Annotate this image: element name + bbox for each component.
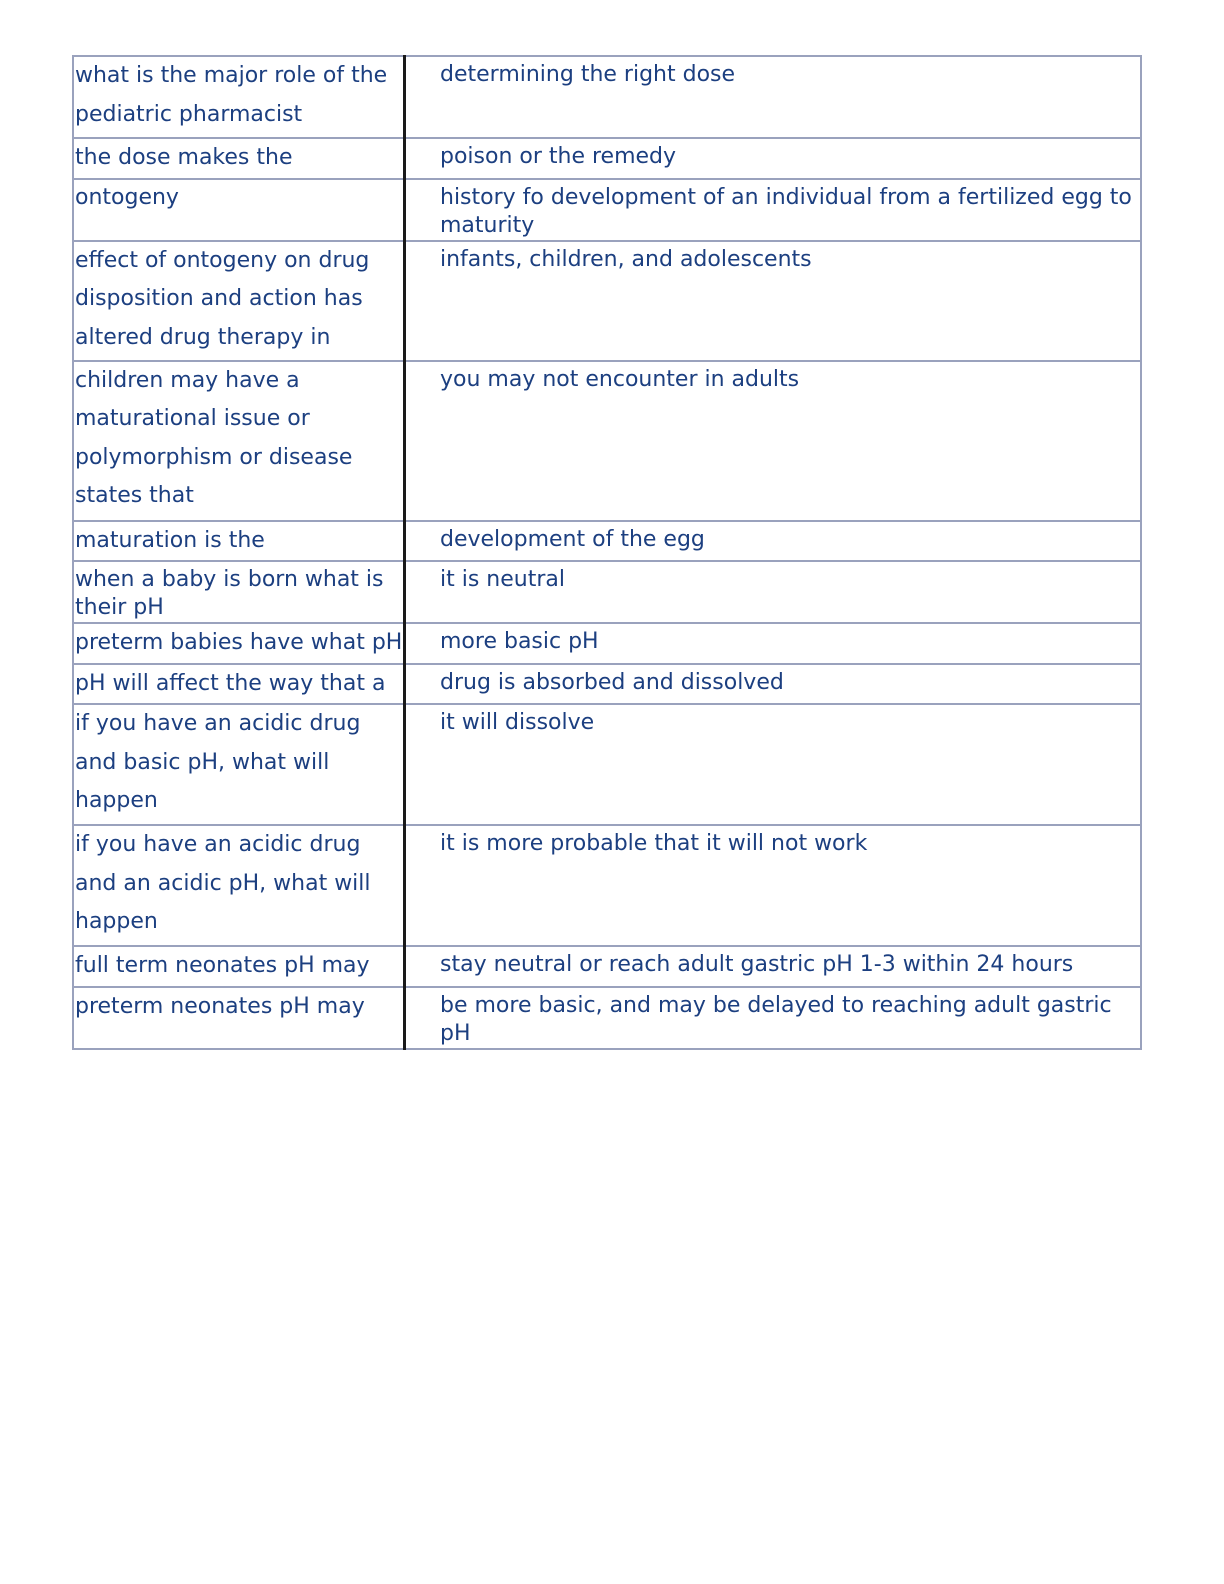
- term-cell: [73, 623, 405, 664]
- definition-text: infants, children, and adolescents: [440, 246, 812, 272]
- definition-cell: [405, 56, 1142, 138]
- table-row: [73, 241, 1141, 361]
- term-cell: [73, 241, 405, 361]
- definition-text: stay neutral or reach adult gastric pH 1-3 within 24 hours: [440, 952, 1074, 977]
- term-cell: [73, 521, 405, 562]
- definition-cell: [405, 946, 1142, 987]
- term-cell: [73, 361, 405, 521]
- definition-cell: [405, 138, 1142, 179]
- table-row: [73, 704, 1141, 825]
- term-text: children may have a maturational issue or polymorphism or disease states that: [75, 367, 353, 508]
- term-text: what is the major role of the pediatric pharmacist: [75, 63, 388, 127]
- definition-text: it is neutral: [440, 567, 565, 592]
- table-row: [73, 664, 1141, 705]
- table-row: [73, 361, 1141, 521]
- term-cell: [73, 561, 405, 623]
- table-row: [73, 946, 1141, 987]
- term-cell: [73, 946, 405, 987]
- term-cell: [73, 825, 405, 946]
- term-text: ontogeny: [75, 184, 179, 210]
- definition-text: drug is absorbed and dissolved: [440, 669, 784, 695]
- definition-cell: [405, 664, 1142, 705]
- term-cell: [73, 987, 405, 1049]
- term-cell: [73, 56, 405, 138]
- term-cell: [73, 664, 405, 705]
- definition-cell: [405, 241, 1142, 361]
- definition-text: you may not encounter in adults: [440, 366, 800, 392]
- term-cell: [73, 138, 405, 179]
- term-text: the dose makes the: [75, 145, 293, 170]
- definition-text: it will dissolve: [440, 710, 595, 735]
- definition-cell: [405, 704, 1142, 825]
- flashcard-table: [72, 55, 1142, 1050]
- table-row: [73, 825, 1141, 946]
- definition-text: more basic pH: [440, 629, 599, 654]
- definition-cell: [405, 179, 1142, 241]
- table-row: [73, 561, 1141, 623]
- term-cell: [73, 179, 405, 241]
- term-text: if you have an acidic drug and basic pH, what will happen: [75, 711, 361, 813]
- definition-text: development of the egg: [440, 526, 705, 552]
- term-text: pH will affect the way that a: [75, 670, 386, 696]
- table-row: [73, 179, 1141, 241]
- term-text: maturation is the: [75, 527, 265, 553]
- table-row: [73, 623, 1141, 664]
- definition-cell: [405, 825, 1142, 946]
- term-cell: [73, 704, 405, 825]
- definition-cell: [405, 623, 1142, 664]
- definition-text: determining the right dose: [440, 62, 736, 87]
- definition-text: history fo development of an individual from a fertilized egg to maturity: [440, 184, 1132, 238]
- term-text: preterm neonates pH may: [75, 993, 365, 1019]
- term-text: preterm babies have what pH: [75, 630, 403, 655]
- definition-cell: [405, 561, 1142, 623]
- term-text: if you have an acidic drug and an acidic pH, what will happen: [75, 832, 371, 934]
- definition-text: be more basic, and may be delayed to reaching adult gastric pH: [440, 992, 1112, 1046]
- definition-cell: [405, 521, 1142, 562]
- term-text: full term neonates pH may: [75, 953, 370, 978]
- definition-cell: [405, 987, 1142, 1049]
- table-row: [73, 138, 1141, 179]
- table-row: [73, 56, 1141, 138]
- table-row: [73, 521, 1141, 562]
- term-text: when a baby is born what is their pH: [75, 567, 384, 620]
- definition-text: it is more probable that it will not work: [440, 831, 868, 856]
- term-text: effect of ontogeny on drug disposition and action has altered drug therapy in: [75, 247, 370, 350]
- definition-text: poison or the remedy: [440, 144, 677, 169]
- table-row: [73, 987, 1141, 1049]
- definition-cell: [405, 361, 1142, 521]
